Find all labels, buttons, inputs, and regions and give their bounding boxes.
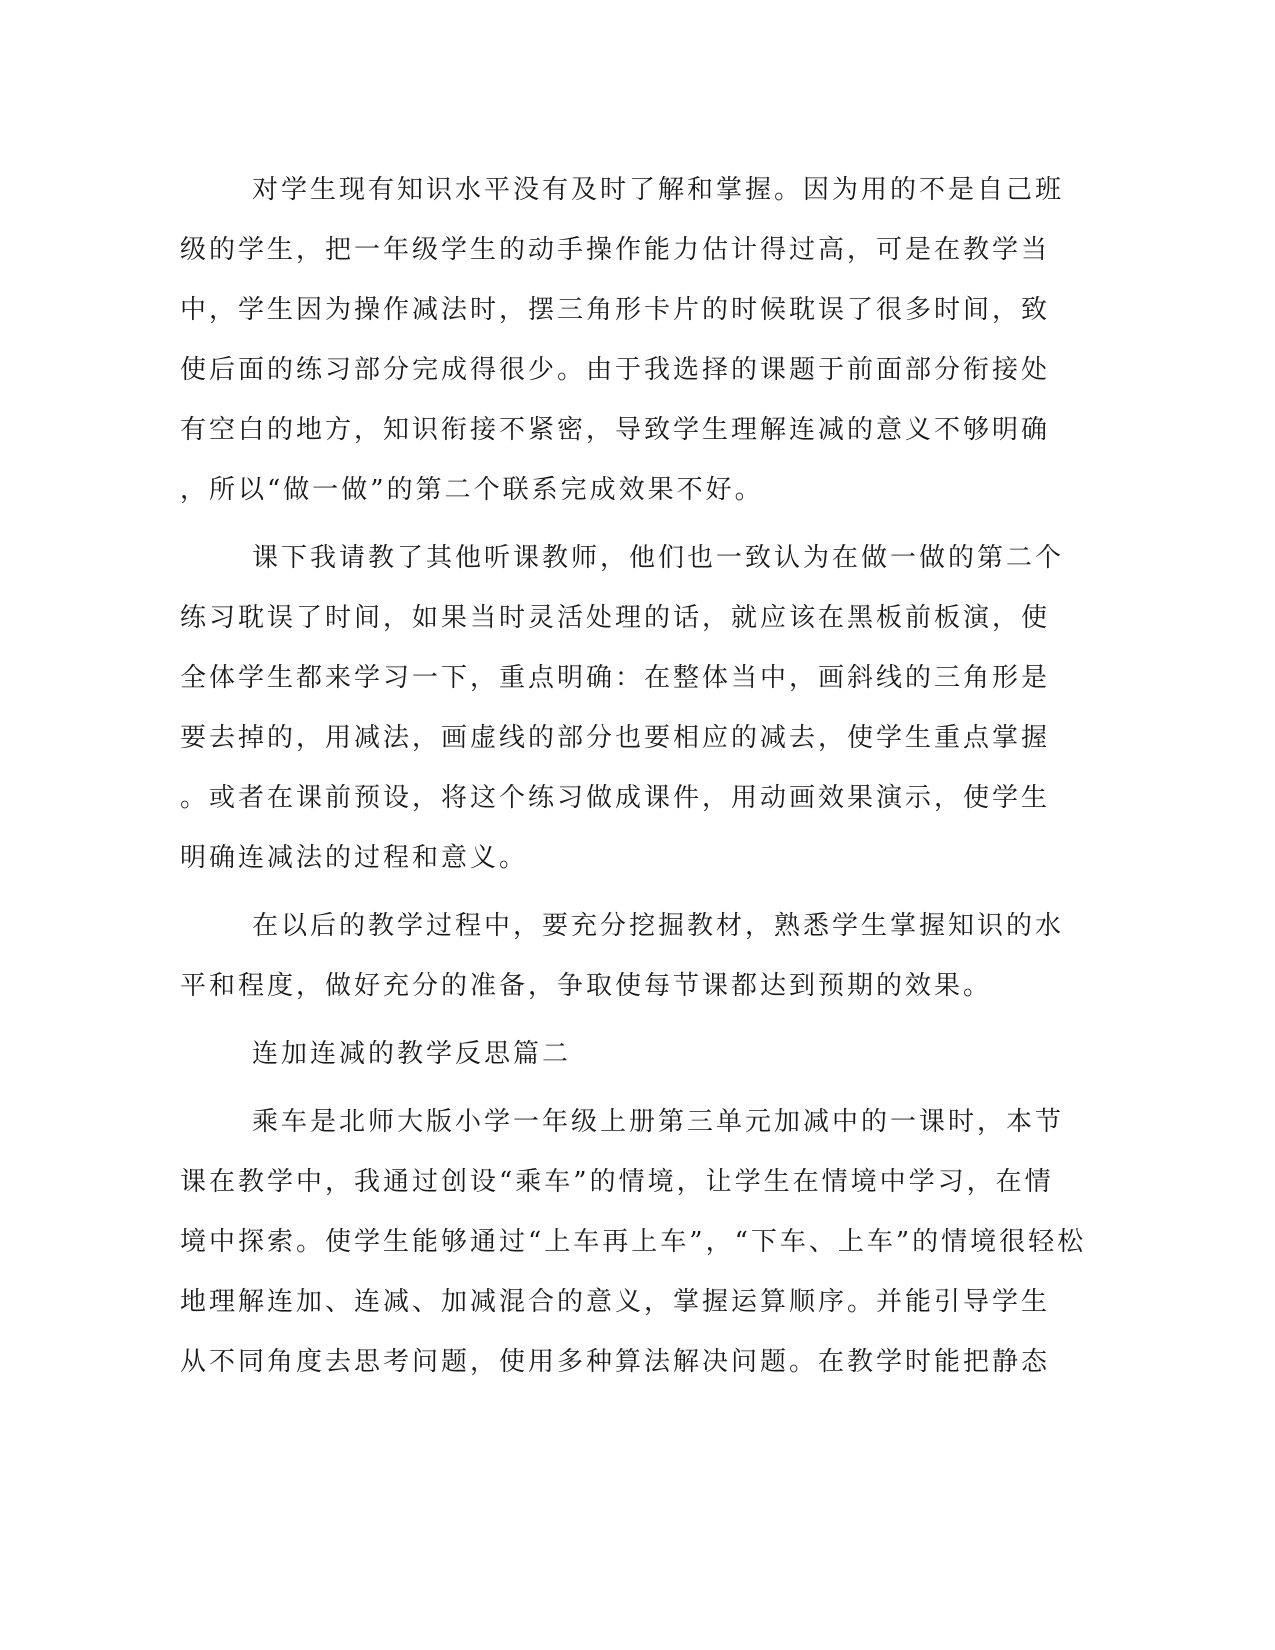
paragraph-line: 乘车是北师大版小学一年级上册第三单元加减中的一课时，本节 <box>252 1107 1065 1137</box>
paragraph-3 <box>180 896 1065 1016</box>
paragraph-line: 中，学生因为操作减法时，摆三角形卡片的时候耽误了很多时间，致 <box>180 295 1051 325</box>
document-body <box>180 160 1087 1400</box>
paragraph-line: 要去掉的，用减法，画虚线的部分也要相应的减去，使学生重点掌握 <box>180 723 1051 753</box>
paragraph-2 <box>180 528 1065 888</box>
paragraph-line: 课下我请教了其他听课教师，他们也一致认为在做一做的第二个 <box>252 543 1065 573</box>
paragraph-line: 课在教学中，我通过创设“乘车”的情境，让学生在情境中学习，在情 <box>180 1167 1054 1197</box>
paragraph-line: 有空白的地方，知识衔接不紧密，导致学生理解连减的意义不够明确 <box>180 415 1051 445</box>
paragraph-line: 平和程度，做好充分的准备，争取使每节课都达到预期的效果。 <box>180 971 993 1001</box>
paragraph-line: 地理解连加、连减、加减混合的意义，掌握运算顺序。并能引导学生 <box>180 1287 1051 1317</box>
paragraph-line: 从不同角度去思考问题，使用多种算法解决问题。在教学时能把静态 <box>180 1347 1051 1377</box>
paragraph-line: 全体学生都来学习一下，重点明确：在整体当中，画斜线的三角形是 <box>180 663 1051 693</box>
section-heading-text: 连加连减的教学反思篇二 <box>252 1039 572 1069</box>
paragraph-5 <box>180 1092 1087 1392</box>
paragraph-1 <box>180 160 1065 520</box>
paragraph-line: 。或者在课前预设，将这个练习做成课件，用动画效果演示，使学生 <box>180 783 1051 813</box>
paragraph-line: 在以后的教学过程中，要充分挖掘教材，熟悉学生掌握知识的水 <box>252 911 1065 941</box>
paragraph-line: 明确连减法的过程和意义。 <box>180 843 529 873</box>
section-heading <box>180 1024 1040 1084</box>
paragraph-line: 练习耽误了时间，如果当时灵活处理的话，就应该在黑板前板演，使 <box>180 603 1051 633</box>
paragraph-line: 境中探索。使学生能够通过“上车再上车”，“下车、上车”的情境很轻松 <box>180 1227 1087 1257</box>
paragraph-line: ，所以“做一做”的第二个联系完成效果不好。 <box>180 475 764 505</box>
paragraph-line: 对学生现有知识水平没有及时了解和掌握。因为用的不是自己班 <box>252 175 1065 205</box>
paragraph-line: 级的学生，把一年级学生的动手操作能力估计得过高，可是在教学当 <box>180 235 1051 265</box>
paragraph-line: 使后面的练习部分完成得很少。由于我选择的课题于前面部分衔接处 <box>180 355 1051 385</box>
